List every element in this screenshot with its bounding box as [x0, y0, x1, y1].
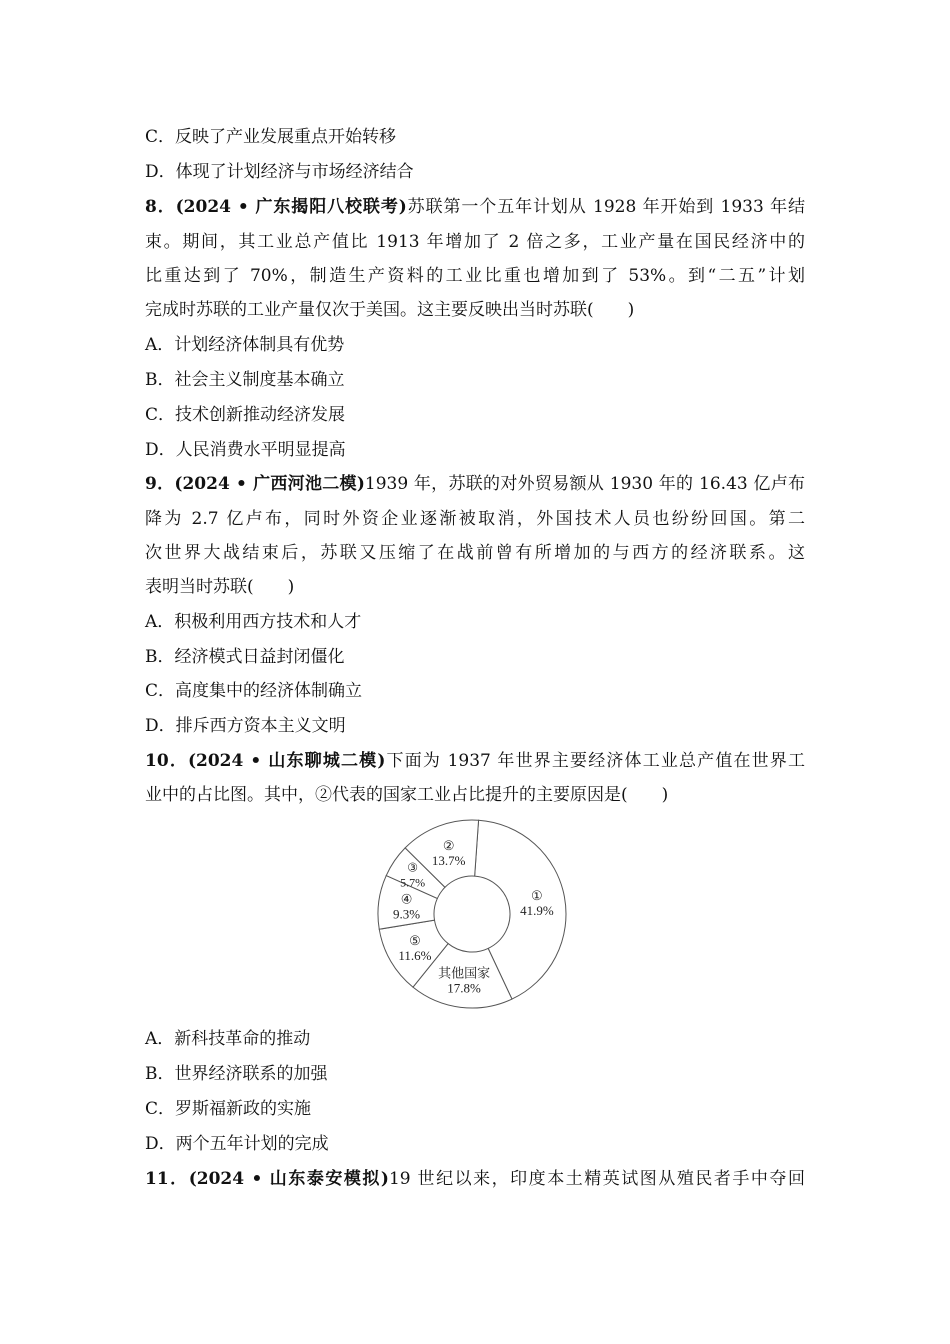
q8-number: 8． [145, 197, 176, 217]
q11-source: (2024 • 山东泰安模拟) [188, 1169, 389, 1189]
q9-option-d: D．排斥西方资本主义文明 [145, 716, 346, 736]
q8-option-c: C．技术创新推动经济发展 [145, 405, 346, 425]
q9-stem-line-3: 次世界大战结束后，苏联又压缩了在战前曾有所增加的与西方的经济联系。这 [145, 543, 805, 563]
q8-stem-line-2: 束。期间，其工业总产值比 1913 年增加了 2 倍之多，工业产量在国民经济中的 [145, 232, 805, 252]
q10-option-c: C．罗斯福新政的实施 [145, 1099, 312, 1119]
q9-number: 9． [145, 474, 175, 494]
q9-text-1: 1939 年，苏联的对外贸易额从 1930 年的 16.43 亿卢布 [364, 474, 805, 494]
q10-option-a: A．新科技革命的推动 [145, 1029, 311, 1049]
q8-option-d: D．人民消费水平明显提高 [145, 440, 346, 460]
q9-stem-line-4: 表明当时苏联( ) [145, 577, 295, 597]
q9-source: (2024 • 广西河池二模) [174, 474, 365, 494]
q8-source: (2024 • 广东揭阳八校联考) [175, 197, 407, 217]
slice-value-label: 9.3% [393, 906, 421, 922]
q7-option-d: D．体现了计划经济与市场经济结合 [145, 162, 414, 182]
slice-name-label: ② [442, 838, 455, 854]
q8-stem-line-3: 比重达到了 70%，制造生产资料的工业比重也增加到了 53%。到“二五”计划 [145, 266, 805, 286]
slice-value-label: 41.9% [520, 902, 554, 918]
slice-name-label: ⑤ [409, 933, 421, 949]
slice-name-label: ① [531, 887, 543, 903]
donut-chart [372, 814, 572, 1014]
slice-value-label: 17.8% [447, 980, 481, 996]
q8-option-b: B．社会主义制度基本确立 [145, 370, 345, 390]
q10-option-b: B．世界经济联系的加强 [145, 1064, 328, 1084]
q9-stem-line-2: 降为 2.7 亿卢布，同时外资企业逐渐被取消，外国技术人员也纷纷回国。第二 [145, 509, 805, 529]
slice-name-label: ④ [400, 891, 413, 907]
q9-option-a: A．积极利用西方技术和人才 [145, 612, 362, 632]
q10-option-d: D．两个五年计划的完成 [145, 1134, 329, 1154]
q9-stem-line-1 [145, 474, 805, 494]
q9-option-c: C．高度集中的经济体制确立 [145, 681, 363, 701]
q9-option-b: B．经济模式日益封闭僵化 [145, 647, 345, 667]
q8-stem-line-4: 完成时苏联的工业产量仅次于美国。这主要反映出当时苏联( ) [145, 300, 635, 320]
q10-text-1: 下面为 1937 年世界主要经济体工业总产值在世界工 [385, 751, 805, 771]
slice-value-label: 5.7% [400, 875, 426, 890]
q10-stem-line-2: 业中的占比图。其中，②代表的国家工业占比提升的主要原因是( ) [145, 785, 669, 805]
slice-name-label: ③ [407, 860, 418, 875]
q11-stem-line-1 [145, 1169, 805, 1189]
slice-name-label: 其他国家 [438, 965, 491, 981]
q8-option-a: A．计划经济体制具有优势 [145, 335, 345, 355]
slice-value-label: 13.7% [431, 853, 466, 869]
slice-value-label: 11.6% [398, 948, 432, 964]
q11-number: 11． [145, 1169, 189, 1189]
q11-text-1: 19 世纪以来，印度本土精英试图从殖民者手中夺回 [388, 1169, 805, 1189]
q8-stem-line-1 [145, 197, 805, 217]
q10-stem-line-1 [145, 751, 805, 771]
q10-number: 10． [145, 751, 188, 771]
q7-option-c: C．反映了产业发展重点开始转移 [145, 127, 397, 147]
q8-text-1: 苏联第一个五年计划从 1928 年开始到 1933 年结 [406, 197, 805, 217]
q10-source: (2024 • 山东聊城二模) [187, 751, 386, 771]
